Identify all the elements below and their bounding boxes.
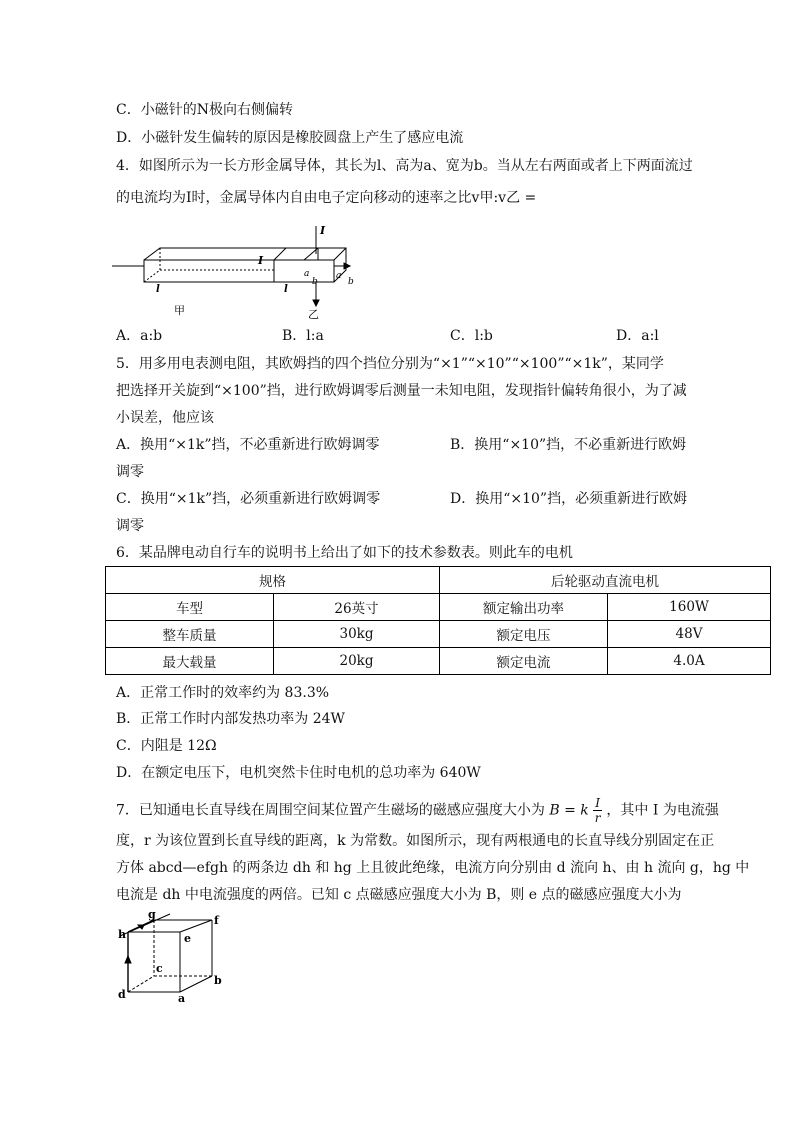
q4-fig-left-length: l bbox=[156, 284, 160, 295]
q5-stem-line1: 5．用多用电表测电阻，其欧姆挡的四个挡位分别为“×1”“×10”“×100”“×1k”，某同学 bbox=[116, 356, 664, 372]
table-cell: 30kg bbox=[274, 621, 440, 648]
cube-label-d: d bbox=[118, 988, 126, 1001]
table-row bbox=[106, 594, 771, 621]
q4-fig-left-caption: 甲 bbox=[174, 304, 185, 317]
q4-stem-line1: 4．如图所示为一长方形金属导体，其长为l、高为a、宽为b。当从左右两面或者上下两面流过 bbox=[116, 158, 693, 174]
cube-label-e: e bbox=[184, 932, 191, 945]
q4-fig-left-current: I bbox=[258, 254, 264, 267]
q7-stem-part1: 7．已知通电长直导线在周围空间某位置产生磁场的磁感应强度大小为 bbox=[116, 802, 545, 819]
q4-option-c: C．l:b bbox=[450, 328, 493, 344]
q7-stem-line4: 电流是 dh 中电流强度的两倍。已知 c 点磁感应强度大小为 B，则 e 点的磁感应强度大小为 bbox=[116, 887, 682, 903]
table-header-spec: 规格 bbox=[106, 567, 440, 594]
q6-option-d: D．在额定电压下，电机突然卡住时电机的总功率为 640W bbox=[116, 765, 481, 781]
cube-label-b: b bbox=[214, 974, 222, 987]
q7-formula-numerator: I bbox=[595, 796, 600, 810]
q7-stem-part2: ，其中 I 为电流强 bbox=[606, 802, 719, 819]
q4-fig-right-height: a bbox=[336, 271, 342, 281]
cube-label-g: g bbox=[148, 908, 156, 921]
q7-stem-line1 bbox=[116, 796, 719, 825]
q6-option-a: A．正常工作时的效率约为 83.3% bbox=[116, 685, 330, 701]
q6-option-c: C．内阻是 12Ω bbox=[116, 738, 217, 754]
q3-option-d: D．小磁针发生偏转的原因是橡胶圆盘上产生了感应电流 bbox=[116, 130, 464, 146]
table-cell: 额定输出功率 bbox=[440, 594, 608, 621]
q4-option-d: D．a:l bbox=[616, 328, 659, 344]
table-row bbox=[106, 621, 771, 648]
cube-label-a: a bbox=[178, 992, 186, 1005]
cube-label-c: c bbox=[156, 962, 163, 975]
q6-option-b: B．正常工作时内部发热功率为 24W bbox=[116, 711, 345, 727]
q5-stem-line3: 小误差，他应该 bbox=[116, 410, 214, 426]
q7-stem-line3: 方体 abcd—efgh 的两条边 dh 和 hg 上且彼此绝缘，电流方向分别由 d 流向 h、由 h 流向 g，hg 中 bbox=[116, 860, 750, 876]
q4-fig-right-width: b bbox=[348, 277, 354, 287]
q7-formula-fraction bbox=[593, 796, 602, 825]
table-cell: 最大载量 bbox=[106, 648, 274, 675]
table-header-row bbox=[106, 567, 771, 594]
spec-table bbox=[105, 566, 771, 675]
q7-formula-lhs: B = k bbox=[549, 802, 589, 819]
table-header-motor: 后轮驱动直流电机 bbox=[440, 567, 771, 594]
q4-fig-right-length: l bbox=[284, 284, 288, 295]
q4-option-b: B．l:a bbox=[282, 328, 324, 344]
q5-option-b: B．换用“×10”挡，不必重新进行欧姆 bbox=[450, 437, 687, 453]
q4-fig-right-caption: 乙 bbox=[308, 308, 319, 320]
q5-option-d-wrap: 调零 bbox=[116, 518, 144, 534]
cube-label-h: h bbox=[118, 928, 126, 941]
table-row bbox=[106, 648, 771, 675]
table-cell: 整车质量 bbox=[106, 621, 274, 648]
q4-fig-left-width: b bbox=[312, 277, 318, 287]
q6-stem: 6．某品牌电动自行车的说明书上给出了如下的技术参数表。则此车的电机 bbox=[116, 545, 573, 561]
q5-option-a: A．换用“×1k”挡，不必重新进行欧姆调零 bbox=[116, 437, 380, 453]
table-cell: 额定电流 bbox=[440, 648, 608, 675]
table-cell: 48V bbox=[608, 621, 771, 648]
q7-cube-figure bbox=[114, 908, 226, 1008]
table-cell: 额定电压 bbox=[440, 621, 608, 648]
q4-figure bbox=[108, 222, 368, 320]
table-cell: 车型 bbox=[106, 594, 274, 621]
q4-fig-left-height: a bbox=[304, 269, 310, 279]
table-cell: 160W bbox=[608, 594, 771, 621]
q4-option-a: A．a:b bbox=[116, 328, 163, 344]
table-cell: 4.0A bbox=[608, 648, 771, 675]
q7-formula bbox=[549, 796, 602, 825]
table-cell: 20kg bbox=[274, 648, 440, 675]
q5-option-d: D．换用“×10”挡，必须重新进行欧姆 bbox=[450, 491, 688, 507]
cube-label-f: f bbox=[214, 914, 219, 927]
q7-stem-line2: 度，r 为该位置到长直导线的距离，k 为常数。如图所示，现有两根通电的长直导线分别固定在正 bbox=[116, 833, 715, 849]
q5-option-c: C．换用“×1k”挡，必须重新进行欧姆调零 bbox=[116, 491, 381, 507]
q7-formula-denominator: r bbox=[594, 811, 601, 825]
q3-option-c: C．小磁针的N极向右侧偏转 bbox=[116, 102, 293, 118]
q4-fig-right-current: I bbox=[320, 224, 326, 237]
q4-stem-line2: 的电流均为I时，金属导体内自由电子定向移动的速率之比v甲:v乙 = bbox=[116, 190, 537, 206]
q5-stem-line2: 把选择开关旋到“×100”挡，进行欧姆调零后测量一未知电阻，发现指针偏转角很小，为了减 bbox=[116, 383, 687, 399]
table-cell: 26英寸 bbox=[274, 594, 440, 621]
q5-option-b-wrap: 调零 bbox=[116, 464, 144, 480]
